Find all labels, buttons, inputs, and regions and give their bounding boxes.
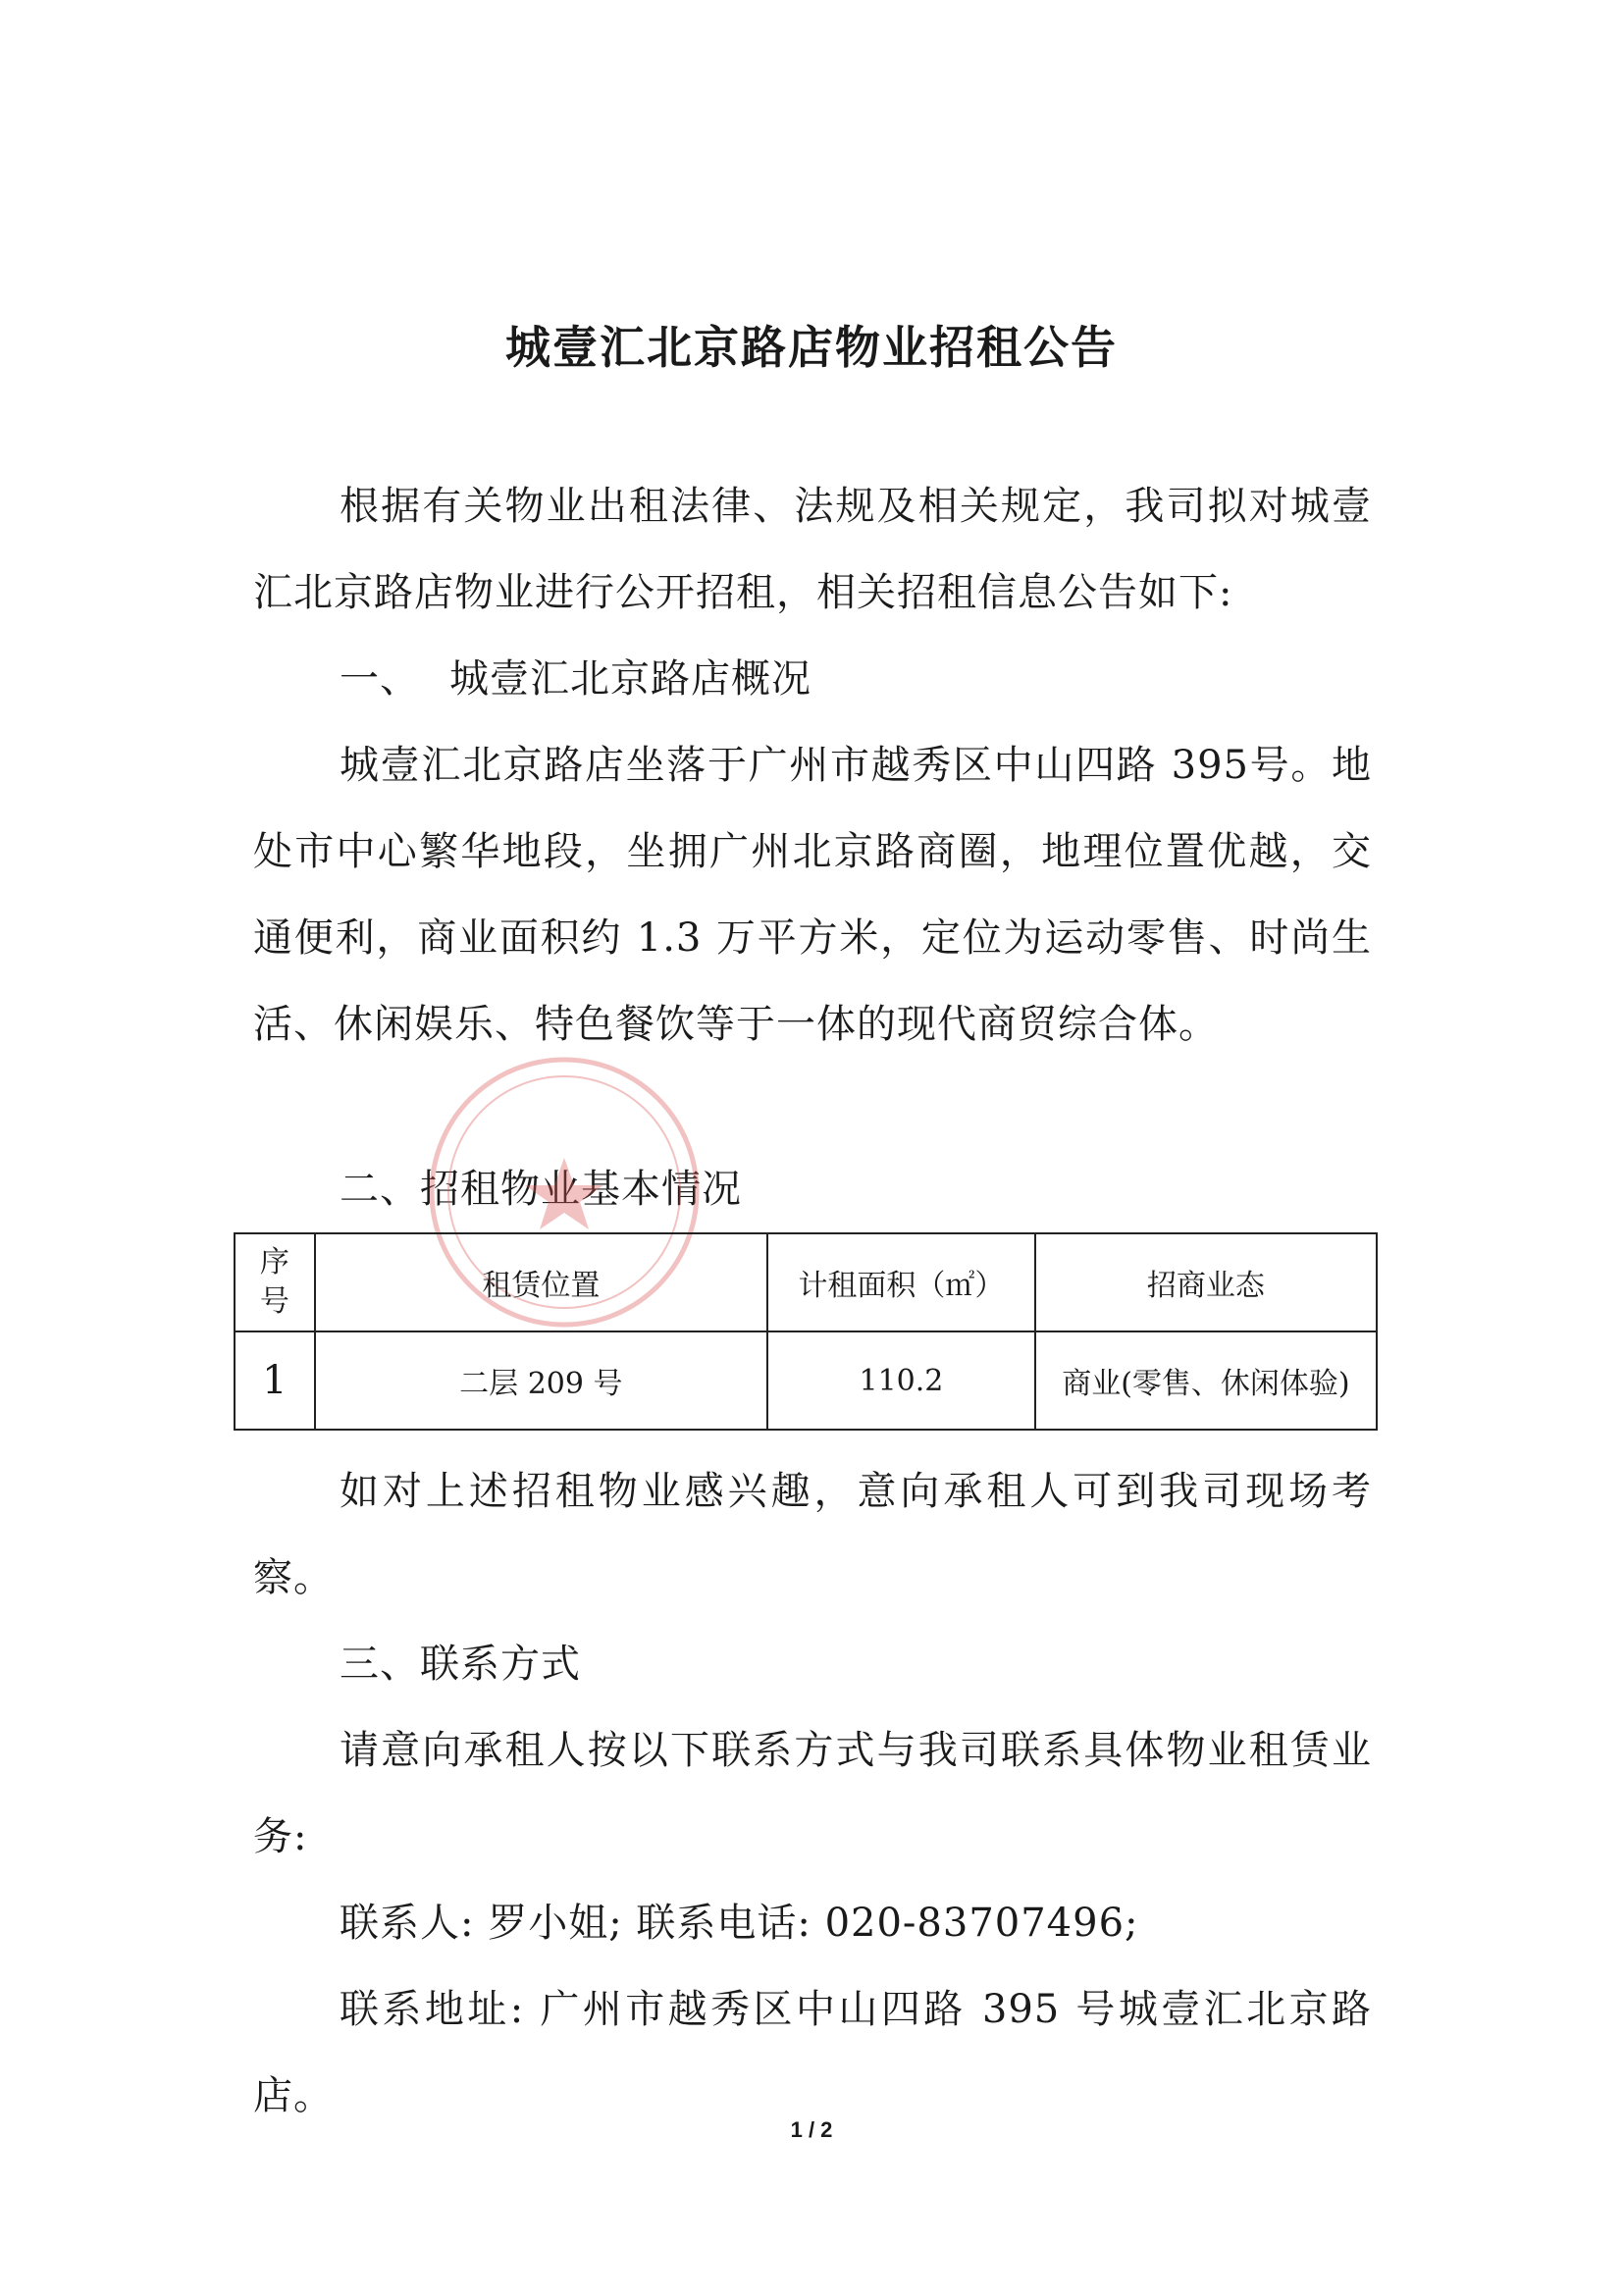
lease-property-table xyxy=(234,1232,1378,1431)
section2-heading: 二、招租物业基本情况 xyxy=(340,1167,742,1212)
section1-number: 一、 xyxy=(340,656,420,702)
table-row xyxy=(235,1331,1377,1430)
header-business: 招商业态 xyxy=(1035,1233,1377,1331)
section1-title: 城壹汇北京路店概况 xyxy=(449,656,812,702)
page-number: 1 / 2 xyxy=(790,2117,833,2142)
section1-body: 城壹汇北京路店坐落于广州市越秀区中山四路 395号。地处市中心繁华地段，坐拥广州北京路商圈，地理位置优越，交通便利，商业面积约 1.3 万平方米，定位为运动零售、时尚生活、休闲娱乐、特色餐饮等于一体的现代商贸综合体。 xyxy=(253,743,1372,1047)
header-area: 计租面积（㎡） xyxy=(767,1233,1035,1331)
section3-heading: 三、联系方式 xyxy=(340,1642,581,1687)
cell-seq: 1 xyxy=(235,1331,315,1430)
cell-business: 商业(零售、休闲体验) xyxy=(1035,1331,1377,1430)
header-seq xyxy=(235,1233,315,1331)
contact-line: 联系人: 罗小姐; 联系电话: 020-83707496; xyxy=(340,1901,1139,1946)
document-title: 城壹汇北京路店物业招租公告 xyxy=(505,321,1118,374)
table-header-row xyxy=(235,1233,1377,1331)
cell-area: 110.2 xyxy=(767,1331,1035,1430)
header-seq-line2: 号 xyxy=(259,1284,289,1319)
intro-paragraph: 根据有关物业出租法律、法规及相关规定，我司拟对城壹汇北京路店物业进行公开招租，相关招租信息公告如下: xyxy=(253,484,1372,615)
header-location: 租赁位置 xyxy=(315,1233,767,1331)
address-line: 联系地址: 广州市越秀区中山四路 395 号城壹汇北京路店。 xyxy=(253,1987,1372,2118)
section3-body: 请意向承租人按以下联系方式与我司联系具体物业租赁业务: xyxy=(253,1728,1372,1859)
section1-heading xyxy=(340,636,812,722)
header-seq-line1: 序 xyxy=(259,1245,289,1279)
section2-note: 如对上述招租物业感兴趣，意向承租人可到我司现场考察。 xyxy=(253,1469,1372,1600)
cell-location: 二层 209 号 xyxy=(315,1331,767,1430)
